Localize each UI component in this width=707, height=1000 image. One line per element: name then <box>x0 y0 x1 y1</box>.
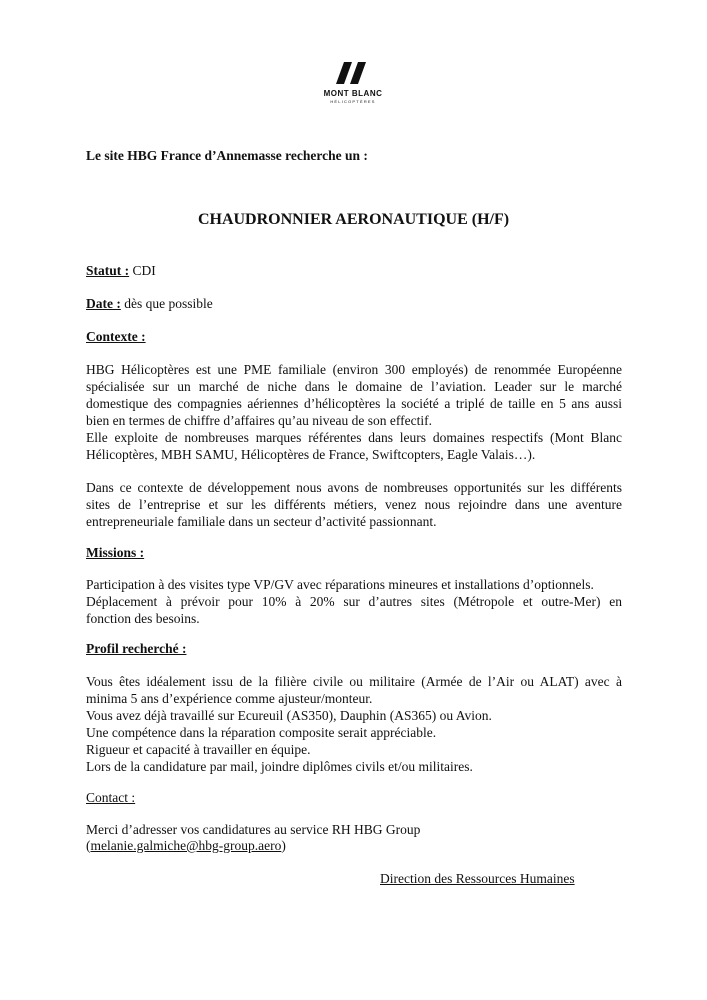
date-label: Date : <box>86 296 121 311</box>
missions-paragraph <box>86 576 622 627</box>
date-value: dès que possible <box>124 296 213 311</box>
missions-heading: Missions : <box>86 545 145 560</box>
text-line: Participation à des visites type VP/GV avec réparations mineures et installations d’optionnels. <box>86 577 594 592</box>
text-line: Lors de la candidature par mail, joindre diplômes civils et/ou militaires. <box>86 759 473 774</box>
text-line: fonction des besoins. <box>86 611 200 626</box>
email-close-paren: ) <box>281 838 286 853</box>
text-line: Vous êtes idéalement issu de la filière civile ou militaire (Armée de l’Air ou ALAT) avec à <box>86 674 622 689</box>
statut-line <box>86 263 156 279</box>
text-line: minima 5 ans d’expérience comme ajusteur/monteur. <box>86 691 373 706</box>
text-line: sites de l’entreprise et sur les différents métiers, venez nous rejoindre dans une aventure <box>86 497 622 512</box>
text-line: Elle exploite de nombreuses marques référentes dans leurs domaines respectifs (Mont Blanc <box>86 430 622 445</box>
text-line: Vous avez déjà travaillé sur Ecureuil (AS350), Dauphin (AS365) ou Avion. <box>86 708 492 723</box>
contact-email-line <box>86 838 286 854</box>
job-title: CHAUDRONNIER AERONAUTIQUE (H/F) <box>197 211 510 228</box>
profil-paragraph <box>86 673 622 775</box>
contexte-paragraph-1 <box>86 361 622 463</box>
contact-email-link[interactable]: melanie.galmiche@hbg-group.aero <box>90 838 282 853</box>
statut-label: Statut : <box>86 263 130 278</box>
contact-text: Merci d’adresser vos candidatures au service RH HBG Group <box>86 822 421 837</box>
logo-name: MONT BLANC <box>323 89 383 98</box>
contexte-paragraph-2 <box>86 479 622 530</box>
profil-heading: Profil recherché : <box>86 641 187 656</box>
text-line: HBG Hélicoptères est une PME familiale (environ 300 employés) de renommée Européenne <box>86 362 622 377</box>
email-open-paren: ( <box>86 838 91 853</box>
company-logo <box>318 62 388 104</box>
text-line: Une compétence dans la réparation composite serait appréciable. <box>86 725 437 740</box>
text-line: bien en termes de chiffre d’affaires qu’au niveau de son effectif. <box>86 413 432 428</box>
text-line: entrepreneuriale familiale dans un secteur d’activité passionnant. <box>86 514 437 529</box>
signature: Direction des Ressources Humaines <box>380 871 575 886</box>
logo-subtitle: HÉLICOPTÈRES <box>330 99 376 104</box>
intro-line: Le site HBG France d’Annemasse recherche un : <box>86 148 368 163</box>
text-line: Déplacement à prévoir pour 10% à 20% sur d’autres sites (Métropole et outre-Mer) en <box>86 594 622 609</box>
contact-heading: Contact : <box>86 790 136 805</box>
contexte-heading: Contexte : <box>86 329 146 344</box>
statut-value: CDI <box>132 263 156 278</box>
text-line: Hélicoptères, MBH SAMU, Hélicoptères de France, Swiftcopters, Eagle Valais…). <box>86 447 536 462</box>
text-line: domestique des compagnies aériennes d’hélicoptères la société a triplé de taille en 5 ans aussi <box>86 396 622 411</box>
double-slash-logo-icon <box>336 62 370 84</box>
text-line: Dans ce contexte de développement nous avons de nombreuses opportunités sur les différents <box>86 480 622 495</box>
text-line: spécialisée sur un marché de niche dans le domaine de l’aviation. Leader sur le marché <box>86 379 622 394</box>
date-line <box>86 296 213 312</box>
text-line: Rigueur et capacité à travailler en équipe. <box>86 742 311 757</box>
